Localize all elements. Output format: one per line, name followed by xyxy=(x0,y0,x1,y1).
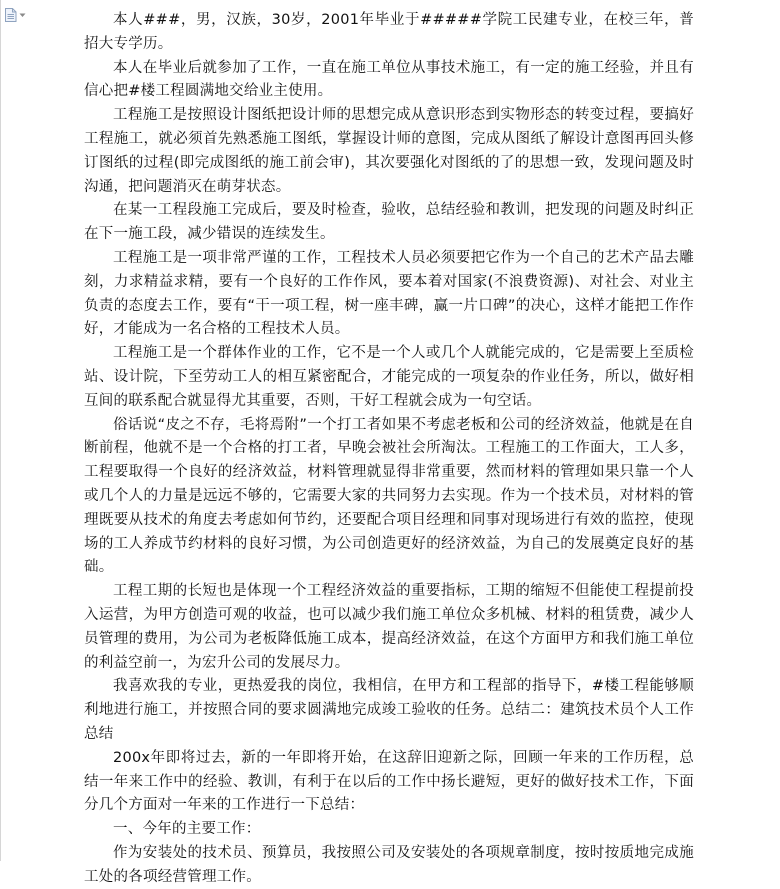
page-edge xyxy=(0,0,1,861)
paragraph: 俗话说“皮之不存，毛将焉附”一个打工者如果不考虑老板和公司的经济效益，他就是在自断前程，他就不是一个合格的打工者，早晚会被社会所淘汰。工程施工的工作面大，工人多，工程要取得一个良好的经济效益，材料管理就显得非常重要，然而材料的管理如果只靠一个人或几个人的力量是远远不够的，它需要大家的共同努力去实现。作为一个技术员，对材料的管理既要从技术的角度去考虑如何节约，还要配合项目经理和同事对现场进行有效的监控，使现场的工人养成节约材料的良好习惯，为公司创造更好的经济效益，为自己的发展奠定良好的基础。 xyxy=(84,416,694,576)
paragraph: 我喜欢我的专业，更热爱我的岗位，我相信，在甲方和工程部的指导下，#楼工程能够顺利地进行施工，并按照合同的要求圆满地完成竣工验收的任务。总结二：建筑技术员个人工作总结 xyxy=(84,678,694,742)
paragraph: 工程施工是一项非常严谨的工作，工程技术人员必须要把它作为一个自己的艺术产品去雕刻，力求精益求精，要有一个良好的工作作风，要本着对国家(不浪费资源)、对社会、对业主负责的态度去工作，要有“干一项工程，树一座丰碑，赢一片口碑”的决心，这样才能把工作作好，才能成为一名合格的工程技术人员。 xyxy=(84,249,694,338)
paragraph: 本人###，男，汉族，30岁，2001年毕业于#####学院工民建专业，在校三年，普招大专学历。 xyxy=(84,12,694,52)
document-icon xyxy=(4,8,17,22)
paragraph: 本人在毕业后就参加了工作，一直在施工单位从事技术施工，有一定的施工经验，并且有信心把#楼工程圆满地交给业主使用。 xyxy=(84,59,694,100)
paragraph: 作为安装处的技术员、预算员，我按照公司及安装处的各项规章制度，按时按质地完成施工处的各项经营管理工作。 xyxy=(84,844,694,885)
paragraph: 工程施工是按照设计图纸把设计师的思想完成从意识形态到实物形态的转变过程，要搞好工程施工，就必须首先熟悉施工图纸，掌握设计师的意图，完成从图纸了解设计意图再回头修订图纸的过程(即完成图纸的施工前会审)，其次要强化对图纸的了的思想一致，发现问题及时沟通，把问题消灭在萌芽状态。 xyxy=(84,107,694,195)
paragraph: 200x年即将过去，新的一年即将开始，在这辞旧迎新之际，回顾一年来的工作历程，总结一年来工作中的经验、教训，有利于在以后的工作中扬长避短，更好的做好技术工作，下面分几个方面对一年来的工作进行一下总结： xyxy=(84,749,694,814)
paragraph: 工程工期的长短也是体现一个工程经济效益的重要指标，工期的缩短不但能使工程提前投入运营，为甲方创造可观的收益，也可以减少我们施工单位众多机械、材料的租赁费，减少人员管理的费用，为公司为老板降低施工成本，提高经济效益，在这个方面甲方和我们施工单位的利益空前一，为宏升公司的发展尽力。 xyxy=(84,583,694,671)
chevron-down-icon[interactable] xyxy=(19,13,26,18)
paragraph: 在某一工程段施工完成后，要及时检查，验收，总结经验和教训，把发现的问题及时纠正在下一施工段，减少错误的连续发生。 xyxy=(84,202,694,243)
document-body[interactable] xyxy=(84,9,694,889)
paragraph: 工程施工是一个群体作业的工作，它不是一个人或几个人就能完成的，它是需要上至质检站、设计院，下至劳动工人的相互紧密配合，才能完成的一项复杂的作业任务，所以，做好相互间的联系配合就显得尤其重要，否则，干好工程就会成为一句空话。 xyxy=(84,345,694,409)
paragraph-marker[interactable] xyxy=(4,8,26,22)
section-heading: 一、今年的主要工作： xyxy=(113,821,261,838)
